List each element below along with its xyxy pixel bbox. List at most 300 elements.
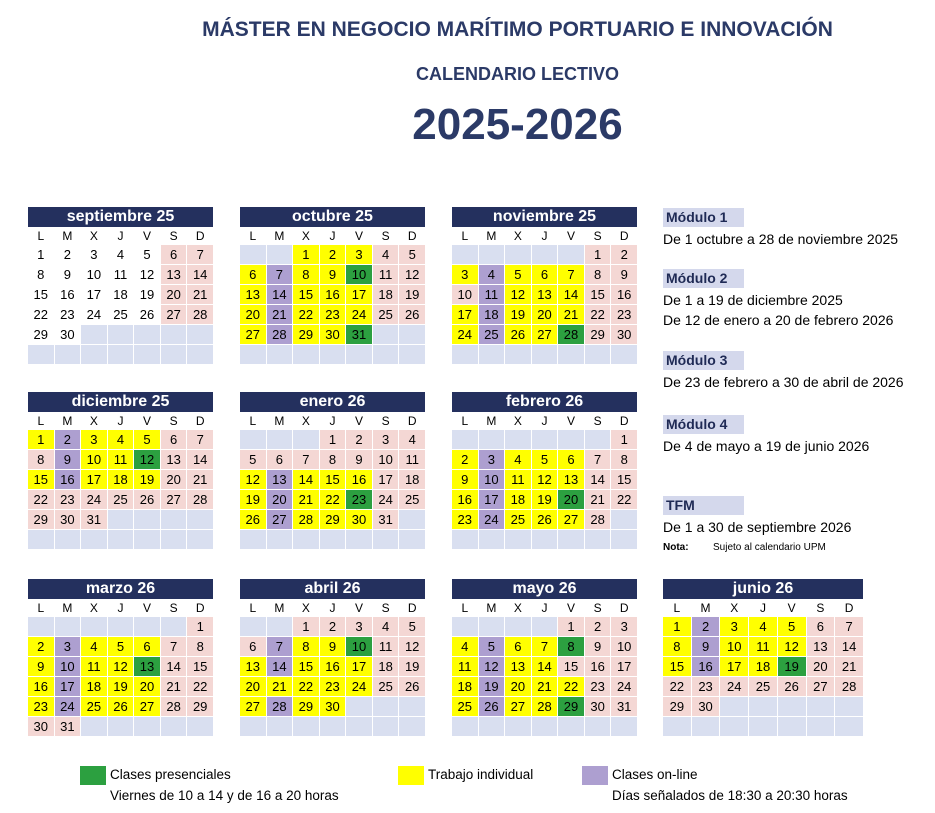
day-cell: 21 [293,490,320,510]
day-cell: 31 [346,325,373,345]
day-cell: 7 [266,637,293,657]
day-cell: 11 [452,657,479,677]
day-cell: 3 [372,430,399,450]
day-cell: 10 [478,470,505,490]
empty-cell [584,430,611,450]
empty-cell [749,717,778,737]
weekday-label: L [452,228,479,245]
weekday-label: D [187,228,214,245]
day-cell: 7 [584,450,611,470]
day-cell: 12 [505,285,532,305]
day-cell: 10 [346,637,373,657]
day-cell: 16 [611,285,638,305]
empty-cell [187,717,214,737]
day-cell: 14 [293,470,320,490]
weekday-label: X [505,600,532,617]
day-cell: 23 [54,490,81,510]
day-cell: 20 [531,305,558,325]
month-calendar [239,578,426,737]
day-cell: 8 [584,265,611,285]
day-cell: 7 [293,450,320,470]
day-cell: 7 [187,430,214,450]
day-cell: 21 [266,677,293,697]
empty-cell [28,617,55,637]
day-cell: 11 [107,265,134,285]
day-cell: 1 [319,430,346,450]
module-dates: De 1 a 30 de septiembre 2026 [663,519,852,535]
weekday-label: X [720,600,749,617]
empty-cell [478,617,505,637]
empty-cell [134,325,161,345]
day-cell: 12 [777,637,806,657]
day-cell: 29 [293,325,320,345]
month-calendar [27,206,214,365]
day-cell: 13 [558,470,585,490]
day-cell: 24 [478,510,505,530]
day-cell: 14 [835,637,864,657]
day-cell: 26 [505,325,532,345]
day-cell: 2 [611,245,638,265]
day-cell: 6 [531,265,558,285]
day-cell: 8 [28,265,55,285]
empty-cell [81,717,108,737]
day-cell: 19 [505,305,532,325]
empty-cell [134,530,161,550]
day-cell: 14 [266,657,293,677]
empty-cell [107,530,134,550]
day-cell: 12 [531,470,558,490]
month-calendar [27,578,214,737]
day-cell: 2 [319,617,346,637]
day-cell: 6 [240,637,267,657]
empty-cell [266,717,293,737]
day-cell: 2 [28,637,55,657]
day-cell: 16 [584,657,611,677]
day-cell: 14 [558,285,585,305]
empty-cell [452,617,479,637]
empty-cell [806,717,835,737]
empty-cell [399,345,426,365]
day-cell: 7 [160,637,187,657]
empty-cell [452,345,479,365]
empty-cell [531,717,558,737]
day-cell: 17 [720,657,749,677]
empty-cell [399,510,426,530]
empty-cell [478,245,505,265]
day-cell: 16 [346,470,373,490]
day-cell: 19 [478,677,505,697]
day-cell: 20 [266,490,293,510]
day-cell: 5 [399,245,426,265]
day-cell: 27 [266,510,293,530]
empty-cell [81,345,108,365]
day-cell: 5 [134,245,161,265]
day-cell: 30 [584,697,611,717]
empty-cell [558,245,585,265]
month-title: mayo 26 [452,579,638,600]
day-cell: 19 [107,677,134,697]
day-cell: 30 [691,697,720,717]
day-cell: 12 [134,450,161,470]
day-cell: 16 [452,490,479,510]
weekday-label: V [346,228,373,245]
empty-cell [240,245,267,265]
day-cell: 25 [749,677,778,697]
day-cell: 23 [691,677,720,697]
day-cell: 22 [663,677,692,697]
day-cell: 1 [293,617,320,637]
day-cell: 5 [134,430,161,450]
note-text: Sujeto al calendario UPM [713,542,826,553]
empty-cell [478,530,505,550]
day-cell: 24 [372,490,399,510]
day-cell: 10 [81,265,108,285]
day-cell: 28 [584,510,611,530]
day-cell: 7 [835,617,864,637]
empty-cell [81,325,108,345]
weekday-label: V [558,600,585,617]
empty-cell [134,510,161,530]
month-title: febrero 26 [452,392,638,413]
empty-cell [531,430,558,450]
empty-cell [372,530,399,550]
day-cell: 22 [611,490,638,510]
day-cell: 8 [28,450,55,470]
day-cell: 10 [372,450,399,470]
day-cell: 13 [266,470,293,490]
empty-cell [54,530,81,550]
day-cell: 26 [134,490,161,510]
weekday-label: D [611,413,638,430]
day-cell: 18 [107,285,134,305]
legend-label-online: Clases on-line [612,767,698,782]
day-cell: 10 [81,450,108,470]
day-cell: 3 [720,617,749,637]
day-cell: 22 [187,677,214,697]
day-cell: 15 [558,657,585,677]
empty-cell [266,430,293,450]
legend-detail-presencial: Viernes de 10 a 14 y de 16 a 20 horas [110,788,339,803]
day-cell: 10 [611,637,638,657]
weekday-label: M [54,413,81,430]
module-4 [663,415,923,454]
module-label: TFM [663,496,744,515]
day-cell: 8 [663,637,692,657]
empty-cell [720,697,749,717]
day-cell: 27 [134,697,161,717]
day-cell: 18 [452,677,479,697]
empty-cell [319,345,346,365]
day-cell: 16 [54,470,81,490]
weekday-label: D [611,228,638,245]
day-cell: 7 [187,245,214,265]
empty-cell [54,345,81,365]
day-cell: 24 [81,490,108,510]
day-cell: 14 [160,657,187,677]
module-dates: De 1 a 19 de diciembre 2025 [663,292,843,308]
day-cell: 13 [134,657,161,677]
weekday-label: L [240,228,267,245]
weekday-label: M [266,228,293,245]
day-cell: 18 [505,490,532,510]
weekday-label: X [293,600,320,617]
module-dates: De 23 de febrero a 30 de abril de 2026 [663,374,904,390]
empty-cell [505,530,532,550]
weekday-label: S [806,600,835,617]
day-cell: 17 [81,470,108,490]
empty-cell [240,530,267,550]
empty-cell [372,717,399,737]
weekday-label: X [505,413,532,430]
empty-cell [240,345,267,365]
day-cell: 12 [107,657,134,677]
weekday-label: M [691,600,720,617]
day-cell: 18 [749,657,778,677]
day-cell: 30 [28,717,55,737]
empty-cell [505,617,532,637]
empty-cell [505,345,532,365]
month-title: octubre 25 [240,207,426,228]
day-cell: 6 [266,450,293,470]
empty-cell [720,717,749,737]
day-cell: 23 [54,305,81,325]
day-cell: 21 [187,285,214,305]
weekday-label: J [319,600,346,617]
weekday-label: J [531,600,558,617]
empty-cell [558,717,585,737]
empty-cell [584,345,611,365]
legend-swatch-individual [398,766,424,785]
day-cell: 26 [240,510,267,530]
empty-cell [399,697,426,717]
weekday-label: M [54,600,81,617]
day-cell: 22 [319,490,346,510]
day-cell: 14 [266,285,293,305]
day-cell: 9 [691,637,720,657]
empty-cell [806,697,835,717]
day-cell: 3 [346,245,373,265]
day-cell: 3 [452,265,479,285]
day-cell: 20 [134,677,161,697]
day-cell: 25 [478,325,505,345]
legend-label-individual: Trabajo individual [428,767,534,782]
empty-cell [187,345,214,365]
weekday-label: X [293,413,320,430]
weekday-label: S [584,600,611,617]
empty-cell [107,510,134,530]
month-calendar [451,206,638,365]
empty-cell [160,530,187,550]
day-cell: 12 [478,657,505,677]
day-cell: 12 [399,637,426,657]
day-cell: 13 [160,265,187,285]
day-cell: 22 [293,305,320,325]
weekday-label: V [346,600,373,617]
day-cell: 19 [399,657,426,677]
month-calendar [451,578,638,737]
module-dates: De 1 octubre a 28 de noviembre 2025 [663,231,899,247]
weekday-label: V [134,600,161,617]
module-dates: De 4 de mayo a 19 de junio 2026 [663,438,870,454]
weekday-label: M [478,600,505,617]
empty-cell [558,345,585,365]
day-cell: 4 [505,450,532,470]
day-cell: 31 [81,510,108,530]
weekday-label: J [107,600,134,617]
day-cell: 25 [107,490,134,510]
day-cell: 2 [54,245,81,265]
month-calendar [662,578,864,737]
weekday-label: M [478,228,505,245]
empty-cell [240,617,267,637]
program-title: MÁSTER EN NEGOCIO MARÍTIMO PORTUARIO E INNOVACIÓN [202,18,833,41]
day-cell: 25 [399,490,426,510]
empty-cell [107,345,134,365]
month-title: enero 26 [240,392,426,413]
day-cell: 23 [452,510,479,530]
day-cell: 28 [835,677,864,697]
day-cell: 18 [81,677,108,697]
day-cell: 19 [134,470,161,490]
day-cell: 26 [399,677,426,697]
day-cell: 9 [611,265,638,285]
day-cell: 16 [54,285,81,305]
day-cell: 26 [134,305,161,325]
empty-cell [293,530,320,550]
empty-cell [505,245,532,265]
day-cell: 18 [478,305,505,325]
day-cell: 25 [81,697,108,717]
day-cell: 30 [54,510,81,530]
month-calendar [451,391,638,550]
day-cell: 10 [452,285,479,305]
module-label: Módulo 3 [663,351,744,370]
day-cell: 9 [319,637,346,657]
day-cell: 8 [611,450,638,470]
empty-cell [505,717,532,737]
day-cell: 11 [399,450,426,470]
day-cell: 8 [187,637,214,657]
day-cell: 3 [54,637,81,657]
weekday-label: S [372,413,399,430]
empty-cell [81,617,108,637]
day-cell: 4 [372,617,399,637]
day-cell: 22 [293,677,320,697]
day-cell: 5 [478,637,505,657]
weekday-label: S [160,600,187,617]
day-cell: 2 [452,450,479,470]
day-cell: 6 [134,637,161,657]
weekday-label: J [319,228,346,245]
day-cell: 3 [611,617,638,637]
weekday-label: D [399,228,426,245]
empty-cell [611,530,638,550]
weekday-label: L [240,413,267,430]
day-cell: 24 [452,325,479,345]
weekday-label: X [293,228,320,245]
month-calendar [27,391,214,550]
day-cell: 21 [835,657,864,677]
empty-cell [531,245,558,265]
day-cell: 6 [505,637,532,657]
empty-cell [558,530,585,550]
empty-cell [531,617,558,637]
day-cell: 30 [319,325,346,345]
day-cell: 13 [240,657,267,677]
day-cell: 31 [611,697,638,717]
day-cell: 17 [346,657,373,677]
weekday-label: X [81,228,108,245]
day-cell: 4 [749,617,778,637]
day-cell: 22 [28,305,55,325]
day-cell: 17 [372,470,399,490]
day-cell: 27 [160,305,187,325]
day-cell: 8 [558,637,585,657]
day-cell: 9 [346,450,373,470]
day-cell: 21 [160,677,187,697]
day-cell: 12 [134,265,161,285]
empty-cell [293,430,320,450]
day-cell: 24 [81,305,108,325]
day-cell: 5 [505,265,532,285]
module-label: Módulo 2 [663,269,744,288]
empty-cell [240,717,267,737]
day-cell: 18 [372,285,399,305]
weekday-label: S [584,413,611,430]
day-cell: 24 [346,677,373,697]
day-cell: 17 [452,305,479,325]
empty-cell [160,617,187,637]
weekday-label: L [28,228,55,245]
empty-cell [663,717,692,737]
day-cell: 24 [346,305,373,325]
empty-cell [372,345,399,365]
empty-cell [134,345,161,365]
note-label: Nota: [663,542,689,553]
day-cell: 13 [531,285,558,305]
day-cell: 7 [266,265,293,285]
day-cell: 30 [346,510,373,530]
day-cell: 29 [187,697,214,717]
empty-cell [777,697,806,717]
empty-cell [777,717,806,737]
weekday-label: X [81,600,108,617]
day-cell: 7 [558,265,585,285]
module-tfm [663,496,923,535]
weekday-label: V [777,600,806,617]
day-cell: 27 [240,325,267,345]
empty-cell [452,717,479,737]
day-cell: 17 [611,657,638,677]
day-cell: 30 [54,325,81,345]
empty-cell [531,530,558,550]
month-title: abril 26 [240,579,426,600]
day-cell: 5 [107,637,134,657]
module-label: Módulo 1 [663,208,744,227]
empty-cell [187,325,214,345]
day-cell: 9 [28,657,55,677]
day-cell: 8 [293,265,320,285]
empty-cell [293,717,320,737]
day-cell: 29 [319,510,346,530]
day-cell: 16 [28,677,55,697]
day-cell: 18 [399,470,426,490]
empty-cell [584,530,611,550]
weekday-label: X [81,413,108,430]
day-cell: 23 [319,677,346,697]
day-cell: 28 [266,325,293,345]
day-cell: 4 [399,430,426,450]
